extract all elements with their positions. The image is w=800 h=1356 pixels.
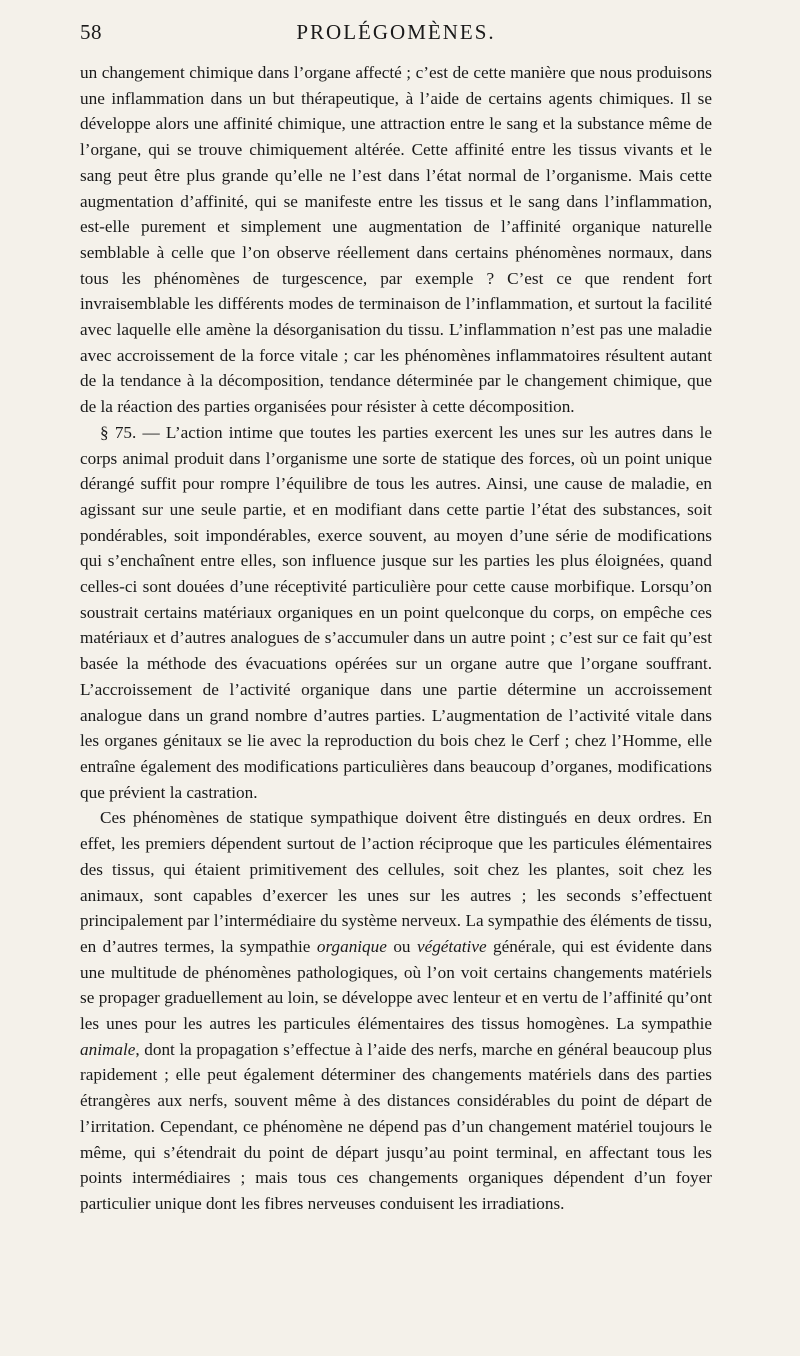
text-segment: ou — [386, 936, 417, 956]
running-title: PROLÉGOMÈNES. — [296, 20, 496, 44]
page-number: 58 — [80, 20, 102, 44]
text-segment: § 75. — L’action intime que toutes les parties exercent les unes sur les autres dans le corps animal produit dans l’organisme une sorte de statique des forces, où un point unique dérangé suffit pour rompre l’équilibre de tous les autres. Ainsi, une cause de maladie, en agissant sur une seule partie, et en modifiant dans cette partie l’état des substances, soit pondérables, soit impondérables, exerce souvent, au moyen d’une série de modifications qui s’enchaînent entre elles, son influence jusque sur les parties les plus éloignées, quand celles-ci sont douées d’une réceptivité particulière pour cette cause morbifique. Lorsqu’on soustrait certains matériaux organiques en un point quelconque du corps, on empêche ces matériaux et d’autres analogues de s’accumuler dans un autre point ; c’est sur ce fait qu’est basée la méthode des évacuations opérées sur un organe autre que l’organe souffrant. L’accroissement de l’activité organique dans une partie détermine un accroissement analogue dans un grand nombre d’autres parties. L’augmentation de l’activité vitale dans les organes génitaux se lie avec la reproduction du bois chez le Cerf ; chez l’Homme, elle entraîne également des modifications particulières dans beaucoup d’organes, modifications que prévient la castration. — [80, 422, 712, 802]
text-segment: générale, qui est évidente dans une multitude de phénomènes pathologiques, où l’on voit certains changements matériels se propager graduellement au loin, se développe avec lenteur et en vertu de l’affinité qu’ont les unes pour les autres les particules élémentaires des tissus homogènes. La sympathie — [80, 936, 713, 1034]
page-header — [80, 20, 712, 48]
paragraph-2 — [80, 420, 712, 806]
italic-term: animale — [80, 1039, 136, 1059]
text-segment: Ces phénomènes de statique sympathique doivent être distingués en deux ordres. En effet, les premiers dépendent surtout de l’action réciproque que les particules élémentaires des tissus, qui étaient primitivement des cellules, soit chez les plantes, soit chez les animaux, sont capables d’exercer les unes sur les autres ; les seconds s’effectuent principalement par l’intermédiaire du système nerveux. La sympathie des éléments de tissu, en d’autres termes, la sympathie — [80, 808, 712, 956]
text-segment: , dont la propagation s’effectue à l’aide des nerfs, marche en général beaucoup plus rapidement ; elle peut également déterminer des changements matériels dans des parties étrangères aux nerfs, souvent même à des distances considérables du point de départ de l’irritation. Cependant, ce phénomène ne dépend pas d’un changement matériel toujours le même, qui s’étendrait du point de départ jusqu’au point terminal, en affectant tous les points intermédiaires ; mais tous ces changements organiques dépendent d’un foyer particulier unique dont les fibres nerveuses conduisent les irradiations. — [80, 1039, 712, 1213]
body-text — [80, 60, 712, 1217]
italic-term: organique — [316, 936, 387, 956]
italic-term: végétative — [416, 936, 487, 956]
paragraph-1 — [80, 60, 712, 420]
paragraph-3 — [80, 805, 712, 1216]
text-segment: un changement chimique dans l’organe affecté ; c’est de cette manière que nous produisons une inflammation dans un but thérapeutique, à l’aide de certains agents chimiques. Il se développe alors une affinité chimique, une attraction entre le sang et la substance même de l’organe, qui se trouve chimiquement altérée. Cette affinité entre les tissus vivants et le sang peut être plus grande qu’elle ne l’est dans l’état normal de l’organisme. Mais cette augmentation d’affinité, qui se manifeste entre les tissus et le sang dans l’inflammation, est-elle purement et simplement une augmentation de l’affinité organique naturelle semblable à celle que l’on observe réellement dans certains phénomènes normaux, dans tous les phénomènes de turgescence, par exemple ? C’est ce que rendent fort invraisemblable les différents modes de terminaison de l’inflammation, et surtout la facilité avec laquelle elle amène la désorganisation du tissu. L’inflammation n’est pas une maladie avec accroissement de la force vitale ; car les phénomènes inflammatoires résultent autant de la tendance à la décomposition, tendance déterminée par le changement chimique, que de la réaction des parties organisées pour résister à cette décomposition. — [80, 63, 712, 417]
